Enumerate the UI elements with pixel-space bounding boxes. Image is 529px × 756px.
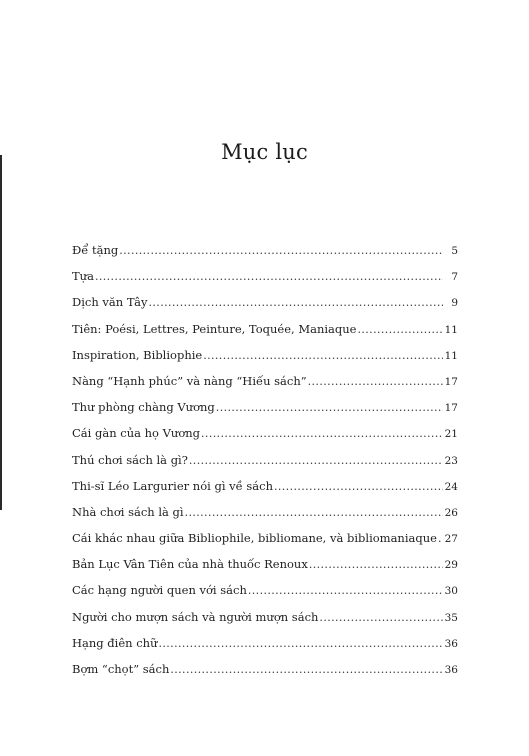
toc-entry[interactable] — [72, 662, 458, 688]
toc-entry[interactable] — [72, 426, 458, 452]
toc-entry[interactable] — [72, 505, 458, 531]
toc-leader-dots — [308, 375, 443, 388]
toc-leader-dots — [438, 532, 443, 545]
toc-entry[interactable] — [72, 322, 458, 348]
toc-entry-title: Bản Lục Vân Tiên của nhà thuốc Renoux — [72, 557, 308, 572]
toc-entry[interactable] — [72, 479, 458, 505]
page-title: Mục lục — [221, 140, 308, 164]
toc-leader-dots — [274, 480, 443, 493]
toc-entry-page: 23 — [444, 454, 458, 467]
toc-entry-page: 29 — [444, 559, 458, 572]
toc-leader-dots — [185, 506, 443, 519]
toc-entry-page: 26 — [444, 506, 458, 519]
toc-entry[interactable] — [72, 610, 458, 636]
toc-leader-dots — [158, 637, 443, 650]
toc-entry[interactable] — [72, 583, 458, 609]
toc-leader-dots — [95, 270, 443, 283]
toc-entry-title: Nàng “Hạnh phúc” và nàng “Hiếu sách” — [72, 373, 307, 388]
toc-entry-title: Thi-sĩ Léo Largurier nói gì về sách — [72, 478, 273, 493]
toc-entry-page: 30 — [444, 585, 458, 598]
table-of-contents — [72, 243, 458, 688]
toc-entry[interactable] — [72, 453, 458, 479]
toc-leader-dots — [189, 454, 443, 467]
toc-leader-dots — [216, 401, 443, 414]
toc-entry-title: Nhà chơi sách là gì — [72, 504, 184, 519]
toc-entry-title: Hạng điên chữ — [72, 635, 158, 650]
toc-entry[interactable] — [72, 295, 458, 321]
toc-entry[interactable] — [72, 531, 458, 557]
toc-entry[interactable] — [72, 348, 458, 374]
toc-entry-title: Để tặng — [72, 243, 119, 257]
toc-entry-page: 9 — [451, 297, 458, 310]
toc-entry-title: Tựa — [72, 269, 94, 284]
toc-leader-dots — [119, 244, 443, 257]
toc-entry-page: 35 — [444, 611, 458, 624]
toc-leader-dots — [201, 427, 443, 440]
toc-entry-page: 21 — [444, 428, 458, 441]
toc-entry[interactable] — [72, 636, 458, 662]
toc-entry-page: 17 — [444, 402, 458, 415]
toc-leader-dots — [170, 663, 443, 676]
toc-entry[interactable] — [72, 269, 458, 295]
toc-entry[interactable] — [72, 557, 458, 583]
toc-leader-dots — [309, 558, 443, 571]
toc-entry-title: Thú chơi sách là gì? — [72, 452, 188, 467]
toc-entry[interactable] — [72, 400, 458, 426]
page-edge-line — [0, 155, 2, 510]
toc-entry[interactable] — [72, 243, 458, 269]
toc-entry-title: Bợm “chọt” sách — [72, 662, 170, 676]
toc-entry-page: 11 — [444, 323, 458, 336]
toc-entry-page: 24 — [444, 480, 458, 493]
toc-entry-page: 27 — [444, 533, 458, 546]
toc-entry-title: Cái khác nhau giữa Bibliophile, bibliomane, và bibliomaniaque — [72, 531, 437, 546]
toc-leader-dots — [203, 349, 443, 362]
toc-entry[interactable] — [72, 374, 458, 400]
toc-entry-page: 36 — [444, 664, 458, 676]
toc-entry-title: Inspiration, Bibliophie — [72, 347, 203, 362]
toc-leader-dots — [319, 611, 443, 624]
toc-leader-dots — [248, 584, 443, 597]
toc-entry-title: Tiên: Poési, Lettres, Peinture, Toquée, Maniaque — [72, 321, 357, 336]
toc-entry-title: Thư phòng chàng Vương — [72, 400, 215, 415]
toc-entry-page: 7 — [451, 271, 458, 284]
toc-entry-title: Dịch văn Tây — [72, 295, 148, 310]
toc-entry-page: 17 — [444, 375, 458, 388]
toc-entry-title: Cái gàn của họ Vương — [72, 426, 201, 441]
toc-entry-page: 11 — [444, 349, 458, 362]
toc-entry-page: 36 — [444, 637, 458, 650]
toc-leader-dots — [357, 323, 443, 336]
toc-entry-title: Người cho mượn sách và người mượn sách — [72, 609, 319, 624]
toc-entry-title: Các hạng người quen với sách — [72, 583, 247, 598]
toc-leader-dots — [149, 296, 443, 309]
toc-entry-page: 5 — [451, 245, 458, 257]
